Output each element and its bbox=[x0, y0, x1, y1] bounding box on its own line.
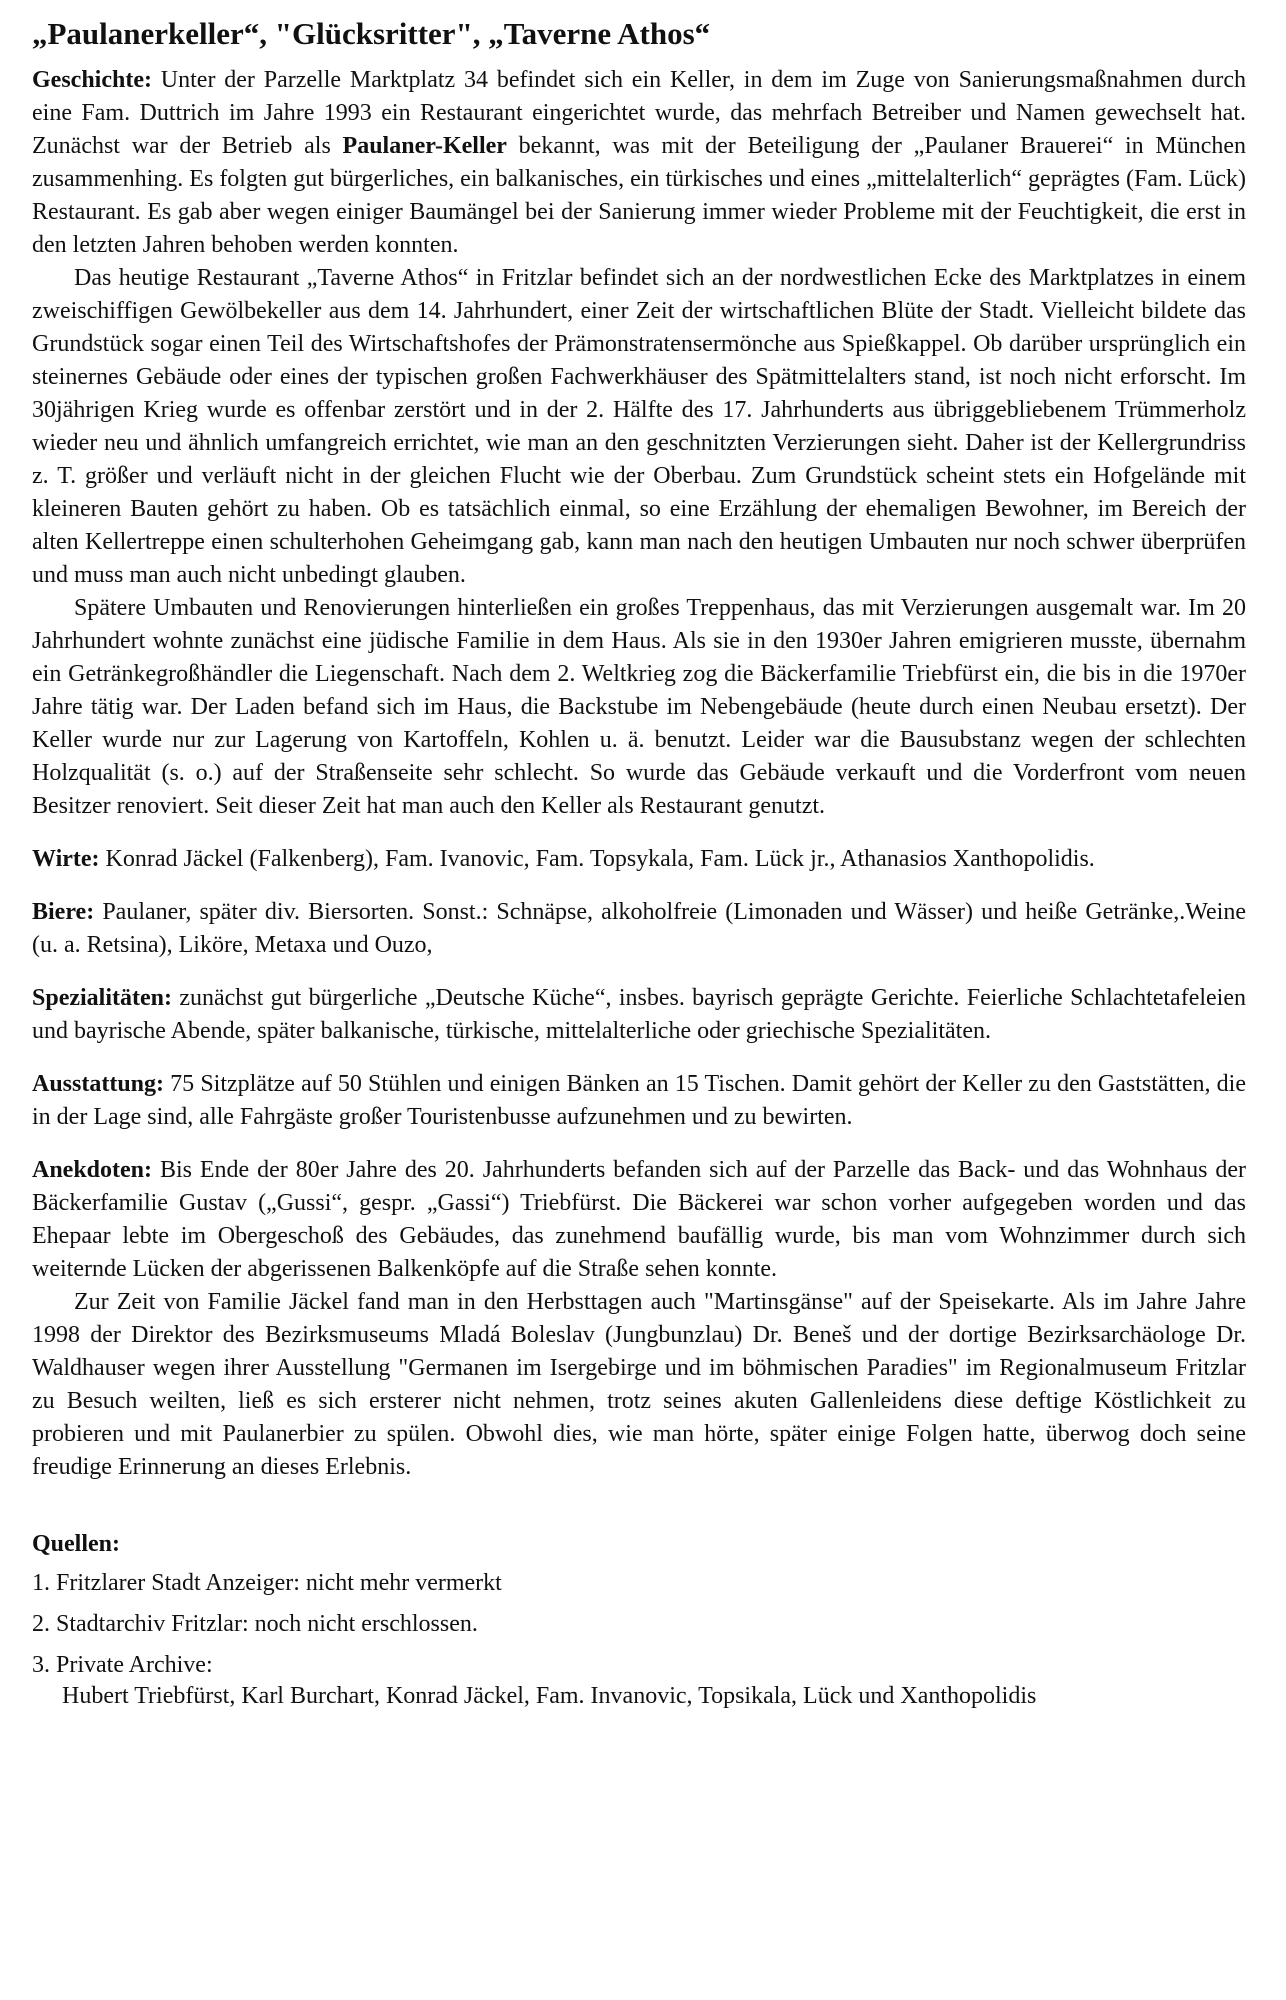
wirte-paragraph bbox=[32, 843, 1246, 876]
section-anekdoten bbox=[32, 1154, 1246, 1484]
section-ausstattung bbox=[32, 1068, 1246, 1134]
section-quellen bbox=[32, 1528, 1246, 1713]
biere-text: Paulaner, später div. Biersorten. Sonst.: Schnäpse, alkoholfreie (Limonaden und Wässer) und heiße Getränke,.Weine (u. a. Retsina), Liköre, Metaxa und Ouzo, bbox=[32, 899, 1246, 958]
geschichte-paragraph-1 bbox=[32, 64, 1246, 262]
biere-paragraph bbox=[32, 896, 1246, 962]
wirte-text: Konrad Jäckel (Falkenberg), Fam. Ivanovic, Fam. Topsykala, Fam. Lück jr., Athanasios Xanthopolidis. bbox=[99, 846, 1095, 872]
ausstattung-paragraph bbox=[32, 1068, 1246, 1134]
geschichte-text-1a: Unter der Parzelle Marktplatz 34 befindet sich ein Keller, in dem im Zuge von Sanierungsmaßnahmen durch eine Fam. Duttrich im Jahre 1993 ein Restaurant eingerichtet wurde, das mehrfach Betreiber und Namen gewechselt hat. Zunächst war der Betrieb als bbox=[32, 67, 1246, 159]
spezialitaeten-label: Spezialitäten: bbox=[32, 985, 172, 1011]
ausstattung-label: Ausstattung: bbox=[32, 1071, 165, 1097]
quellen-item-3-label: 3. Private Archive: bbox=[32, 1652, 213, 1678]
anekdoten-label: Anekdoten: bbox=[32, 1157, 153, 1183]
geschichte-paragraph-3: Spätere Umbauten und Renovierungen hinterließen ein großes Treppenhaus, das mit Verzierungen ausgemalt war. Im 20 Jahrhundert wohnte zunächst eine jüdische Familie in dem Haus. Als sie in den 1930er Jahren emigrieren musste, übernahm ein Getränkegroßhändler die Liegenschaft. Nach dem 2. Weltkrieg zog die Bäckerfamilie Triebfürst ein, die bis in die 1970er Jahre tätig war. Der Laden befand sich im Haus, die Backstube im Nebengebäude (heute durch einen Neubau ersetzt). Der Keller wurde nur zur Lagerung von Kartoffeln, Kohlen u. ä. benutzt. Leider war die Bausubstanz wegen der schlechten Holzqualität (s. o.) auf der Straßenseite sehr schlecht. So wurde das Gebäude verkauft und die Vorderfront vom neuen Besitzer renoviert. Seit dieser Zeit hat man auch den Keller als Restaurant genutzt. bbox=[32, 595, 1246, 819]
spezialitaeten-text: zunächst gut bürgerliche „Deutsche Küche“, insbes. bayrisch geprägte Gerichte. Feierliche Schlachtetafeleien und bayrische Abende, später balkanische, türkische, mittelalterliche oder griechische Spezialitäten. bbox=[32, 985, 1246, 1044]
anekdoten-paragraph-1 bbox=[32, 1154, 1246, 1286]
biere-label: Biere: bbox=[32, 899, 95, 925]
paulaner-keller-bold: Paulaner-Keller bbox=[342, 133, 507, 159]
quellen-item-1: 1. Fritzlarer Stadt Anzeiger: nicht mehr vermerkt bbox=[32, 1570, 502, 1596]
geschichte-text-1b: bekannt, was mit der Beteiligung der „Paulaner Brauerei“ in München zusammenhing. Es folgten gut bürgerliches, ein balkanisches, ein türkisches und eines „mittelalterlich“ geprägtes (Fam. Lück) Restaurant. Es gab aber wegen einiger Baumängel bei der Sanierung immer wieder Probleme mit der Feuchtigkeit, die erst in den letzten Jahren behoben werden konnten. bbox=[32, 133, 1246, 258]
quellen-list bbox=[32, 1567, 1246, 1713]
page-title: „Paulanerkeller“, "Glücksritter", „Taverne Athos“ bbox=[32, 16, 711, 51]
spezialitaeten-paragraph bbox=[32, 982, 1246, 1048]
section-wirte bbox=[32, 843, 1246, 876]
section-geschichte bbox=[32, 64, 1246, 823]
anekdoten-text-1: Bis Ende der 80er Jahre des 20. Jahrhunderts befanden sich auf der Parzelle das Back- und das Wohnhaus der Bäckerfamilie Gustav („Gussi“, gespr. „Gassi“) Triebfürst. Die Bäckerei war schon vorher aufgegeben worden und das Ehepaar lebte im Obergeschoß des Gebäudes, das zunehmend baufällig wurde, bis man vom Wohnzimmer durch sich weiternde Lücken der abgerissenen Balkenköpfe auf die Straße sehen konnte. bbox=[32, 1157, 1246, 1282]
quellen-heading: Quellen: bbox=[32, 1531, 120, 1557]
quellen-item-3 bbox=[32, 1649, 1246, 1713]
section-biere bbox=[32, 896, 1246, 962]
geschichte-paragraph-2: Das heutige Restaurant „Taverne Athos“ in Fritzlar befindet sich an der nordwestlichen Ecke des Marktplatzes in einem zweischiffigen Gewölbekeller aus dem 14. Jahrhundert, einer Zeit der wirtschaftlichen Blüte der Stadt. Vielleicht bildete das Grundstück sogar einen Teil des Wirtschaftshofes der Prämonstratensermönche aus Spießkappel. Ob darüber ursprünglich ein steinernes Gebäude oder eines der typischen großen Fachwerkhäuser des Spätmittelalters stand, ist noch nicht erforscht. Im 30jährigen Krieg wurde es offenbar zerstört und in der 2. Hälfte des 17. Jahrhunderts aus übriggebliebenem Trümmerholz wieder neu und ähnlich umfangreich errichtet, wie man an den geschnitzten Verzierungen sieht. Daher ist der Kellergrundriss z. T. größer und verläuft nicht in der gleichen Flucht wie der Oberbau. Zum Grundstück scheint stets ein Hofgelände mit kleineren Bauten gehört zu haben. Ob es tatsächlich einmal, so eine Erzählung der ehemaligen Bewohner, im Bereich der alten Kellertreppe einen schulterhohen Geheimgang gab, kann man nach den heutigen Umbauten nur noch schwer überprüfen und muss man auch nicht unbedingt glauben. bbox=[32, 265, 1246, 588]
ausstattung-text: 75 Sitzplätze auf 50 Stühlen und einigen Bänken an 15 Tischen. Damit gehört der Keller zu den Gaststätten, die in der Lage sind, alle Fahrgäste großer Touristenbusse aufzunehmen und zu bewirten. bbox=[32, 1071, 1246, 1130]
wirte-label: Wirte: bbox=[32, 846, 100, 872]
anekdoten-paragraph-2: Zur Zeit von Familie Jäckel fand man in den Herbsttagen auch "Martinsgänse" auf der Speisekarte. Als im Jahre Jahre 1998 der Direktor des Bezirksmuseums Mladá Boleslav (Jungbunzlau) Dr. Beneš und der dortige Bezirksarchäologe Dr. Waldhauser wegen ihrer Ausstellung "Germanen im Isergebirge und im böhmischen Paradies" im Regionalmuseum Fritzlar zu Besuch weilten, ließ es sich ersterer nicht nehmen, trotz seines akuten Gallenleidens diese deftige Köstlichkeit zu probieren und mit Paulanerbier zu spülen. Obwohl dies, wie man hörte, später einige Folgen hatte, überwog doch seine freudige Erinnerung an dieses Erlebnis. bbox=[32, 1289, 1246, 1480]
private-archive-names: Hubert Triebfürst, Karl Burchart, Konrad Jäckel, Fam. Invanovic, Topsikala, Lück und Xanthopolidis bbox=[62, 1683, 1037, 1709]
geschichte-label: Geschichte: bbox=[32, 67, 152, 93]
section-spezialitaeten bbox=[32, 982, 1246, 1048]
quellen-item-2: 2. Stadtarchiv Fritzlar: noch nicht erschlossen. bbox=[32, 1611, 478, 1637]
